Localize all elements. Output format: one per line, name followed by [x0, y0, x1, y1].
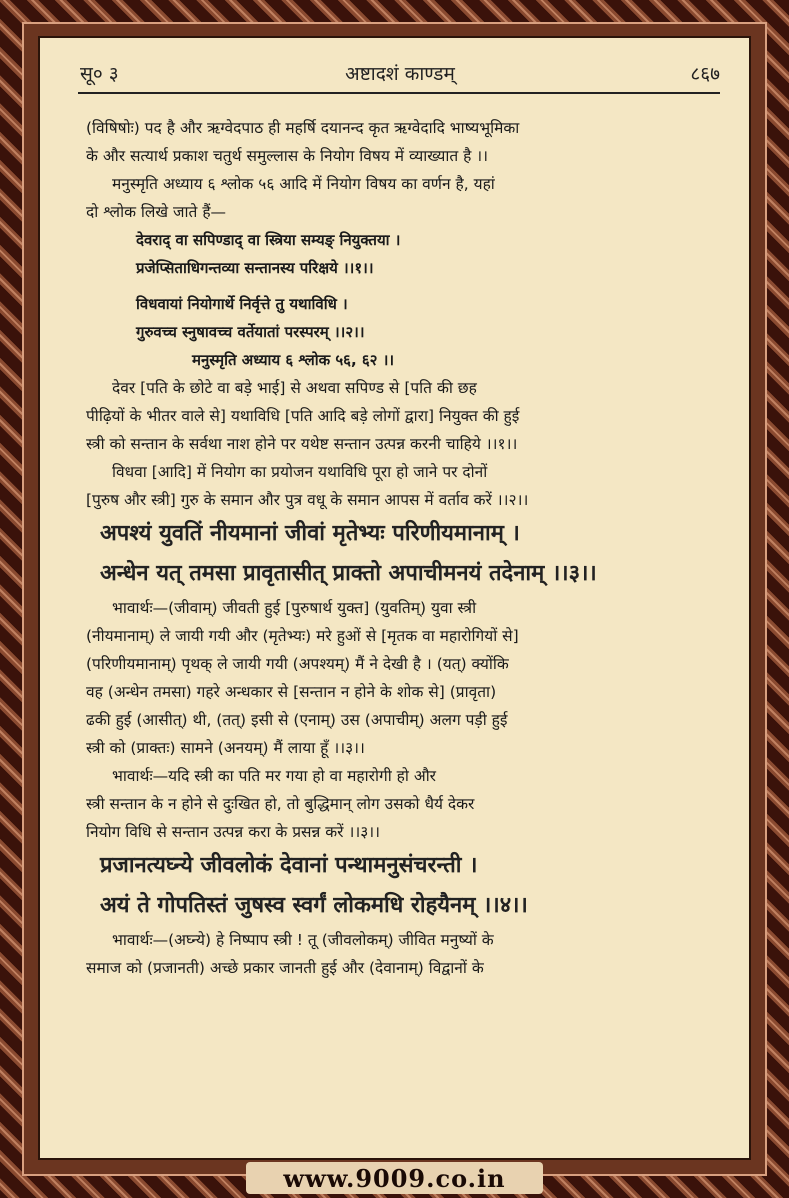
- header-rule: [78, 92, 720, 94]
- text-line: भावार्थः—(अघ्न्ये) हे निष्पाप स्त्री ! तू (जीवलोकम्) जीवित मनुष्यों के: [112, 931, 494, 949]
- shloka-reference: मनुस्मृति अध्याय ६ श्लोक ५६, ६२ ।।: [192, 351, 395, 369]
- text-line: भावार्थः—यदि स्त्री का पति मर गया हो वा महारोगी हो और: [112, 767, 437, 785]
- text-line: ढकी हुई (आसीत्) थी, (तत्) इसी से (एनाम्) उस (अपाचीम्) अलग पड़ी हुई: [86, 711, 508, 729]
- shloka-line: गुरुवच्च स्नुषावच्च वर्तेयातां परस्परम् ।।२।।: [136, 323, 365, 341]
- mantra-line: अयं ते गोपतिस्तं जुषस्व स्वर्गं लोकमधि रोहयैनम् ।।४।।: [100, 893, 528, 918]
- book-page: [38, 36, 751, 1160]
- sutra-number: सू० ३: [80, 63, 119, 85]
- text-line: (विषिषोः) पद है और ऋग्वेदपाठ ही महर्षि दयानन्द कृत ऋग्वेदादि भाष्यभूमिका: [86, 119, 520, 137]
- text-line: मनुस्मृति अध्याय ६ श्लोक ५६ आदि में नियोग विषय का वर्णन है, यहां: [112, 175, 495, 193]
- text-line: नियोग विधि से सन्तान उत्पन्न करा के प्रसन्न करें ।।३।।: [86, 823, 381, 841]
- text-line: स्त्री को (प्राक्तः) सामने (अनयम्) मैं लाया हूँ ।।३।।: [86, 739, 365, 757]
- text-line: समाज को (प्रजानती) अच्छे प्रकार जानती हुई और (देवानाम्) विद्वानों के: [86, 959, 484, 977]
- website-url[interactable]: www.9009.co.in: [283, 1164, 506, 1193]
- text-line: स्त्री को सन्तान के सर्वथा नाश होने पर यथेष्ट सन्तान उत्पन्न करनी चाहिये ।।१।।: [86, 435, 518, 453]
- page-header: [80, 60, 720, 88]
- mantra-line: अन्धेन यत् तमसा प्रावृतासीत् प्राक्तो अपाचीमनयं तदेनाम् ।।३।।: [100, 561, 597, 586]
- text-line: पीढ़ियों के भीतर वाले से] यथाविधि [पति आदि बड़े लोगों द्वारा] नियुक्त की हुई: [86, 407, 520, 425]
- text-line: विधवा [आदि] में नियोग का प्रयोजन यथाविधि पूरा हो जाने पर दोनों: [112, 463, 488, 481]
- mantra-line: अपश्यं युवतिं नीयमानां जीवां मृतेभ्यः परिणीयमानाम् ।: [100, 521, 520, 546]
- text-line: भावार्थः—(जीवाम्) जीवती हुई [पुरुषार्थ युक्त] (युवतिम्) युवा स्त्री: [112, 599, 477, 617]
- text-line: [पुरुष और स्त्री] गुरु के समान और पुत्र वधू के समान आपस में वर्ताव करें ।।२।।: [86, 491, 529, 509]
- text-line: दो श्लोक लिखे जाते हैं—: [86, 203, 227, 221]
- text-line: के और सत्यार्थ प्रकाश चतुर्थ समुल्लास के नियोग विषय में व्याख्यात है ।।: [86, 147, 489, 165]
- text-line: देवर [पति के छोटे वा बड़े भाई] से अथवा सपिण्ड से [पति की छह: [112, 379, 477, 397]
- text-line: वह (अन्धेन तमसा) गहरे अन्धकार से [सन्तान न होने के शोक से] (प्रावृता): [86, 683, 497, 701]
- chapter-title: अष्टादशं काण्डम्: [345, 63, 455, 85]
- shloka-line: प्रजेप्सिताधिगन्तव्या सन्तानस्य परिक्षये ।।१।।: [136, 259, 374, 277]
- mantra-line: प्रजानत्यघ्न्ये जीवलोकं देवानां पन्थामनुसंचरन्ती ।: [100, 853, 478, 878]
- page-body: [86, 114, 716, 982]
- shloka-line: देवराद् वा सपिण्डाद् वा स्त्रिया सम्यङ् नियुक्तया ।: [136, 231, 401, 249]
- text-line: (परिणीयमानाम्) पृथक् ले जायी गयी (अपश्यम्) मैं ने देखी है । (यत्) क्योंकि: [86, 655, 509, 673]
- shloka-line: विधवायां नियोगार्थे निर्वृत्ते तु यथाविधि ।: [136, 295, 348, 313]
- page-number: ८६७: [690, 63, 720, 85]
- text-line: स्त्री सन्तान के न होने से दुःखित हो, तो बुद्धिमान् लोग उसको धैर्य देकर: [86, 795, 475, 813]
- text-line: (नीयमानाम्) ले जायी गयी और (मृतेभ्यः) मरे हुओं से [मृतक वा महारोगियों से]: [86, 627, 519, 645]
